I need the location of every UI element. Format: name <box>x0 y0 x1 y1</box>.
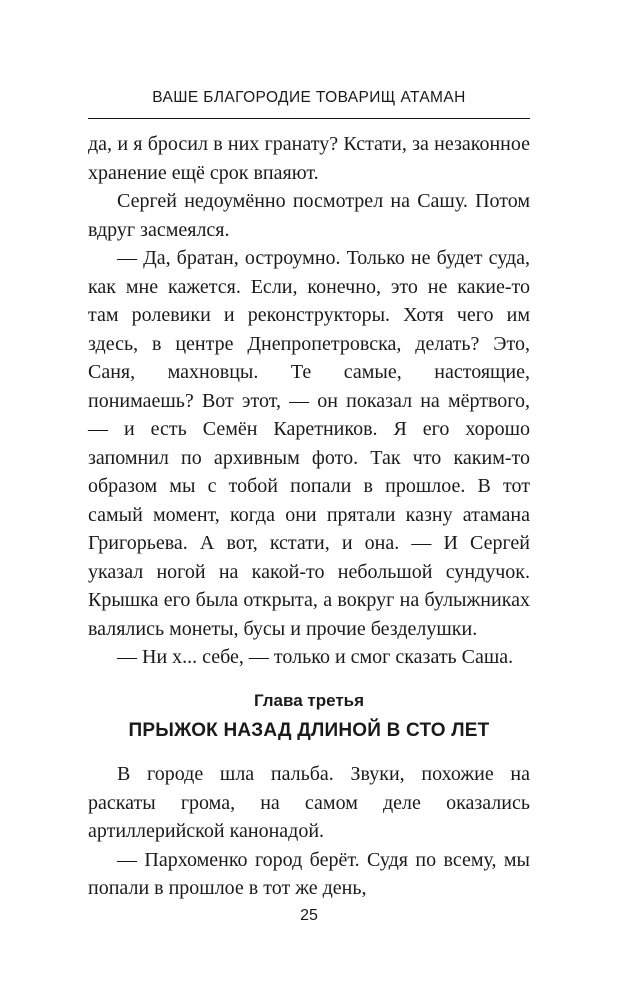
running-head: ВАШЕ БЛАГОРОДИЕ ТОВАРИЩ АТАМАН <box>152 89 466 106</box>
paragraph: Сергей недоумённо посмотрел на Сашу. Потом вдруг засмеялся. <box>88 190 530 241</box>
body-text-after-chapter <box>88 760 530 903</box>
paragraph: — Ни х... себе, — только и смог сказать Саша. <box>117 646 514 668</box>
chapter-title: ПРЫЖОК НАЗАД ДЛИНОЙ В СТО ЛЕТ <box>128 720 490 741</box>
paragraph: — Пархоменко город берёт. Судя по всему, мы попали в прошлое в тот же день, <box>88 848 530 899</box>
paragraph: В городе шла пальба. Звуки, похожие на раскаты грома, на самом деле оказались артиллерийской канонадой. <box>88 763 530 842</box>
running-head-rule <box>88 118 530 119</box>
paragraph: да, и я бросил в них гранату? Кстати, за незаконное хранение ещё срок впаяют. <box>88 133 530 184</box>
page-number: 25 <box>300 907 318 924</box>
body-text-before-chapter <box>88 130 530 672</box>
paragraph: — Да, братан, остроумно. Только не будет суда, как мне кажется. Если, конечно, это не какие-то там ролевики и реконструкторы. Хотя чего им здесь, в центре Днепропетровска, делать? Это, Саня, махновцы. Те самые, настоящие, понимаешь? Вот этот, — он показал на мёртвого, — и есть Семён Каретников. Я его хорошо запомнил по архивным фото. Так что каким-то образом мы с тобой попали в прошлое. В тот самый момент, когда они прятали казну атамана Григорьева. А вот, кстати, и она. — И Сергей указал ногой на какой-то небольшой сундучок. Крышка его была открыта, а вокруг на булыжниках валялись монеты, бусы и прочие безделушки. <box>88 247 530 640</box>
chapter-label: Глава третья <box>253 691 365 710</box>
